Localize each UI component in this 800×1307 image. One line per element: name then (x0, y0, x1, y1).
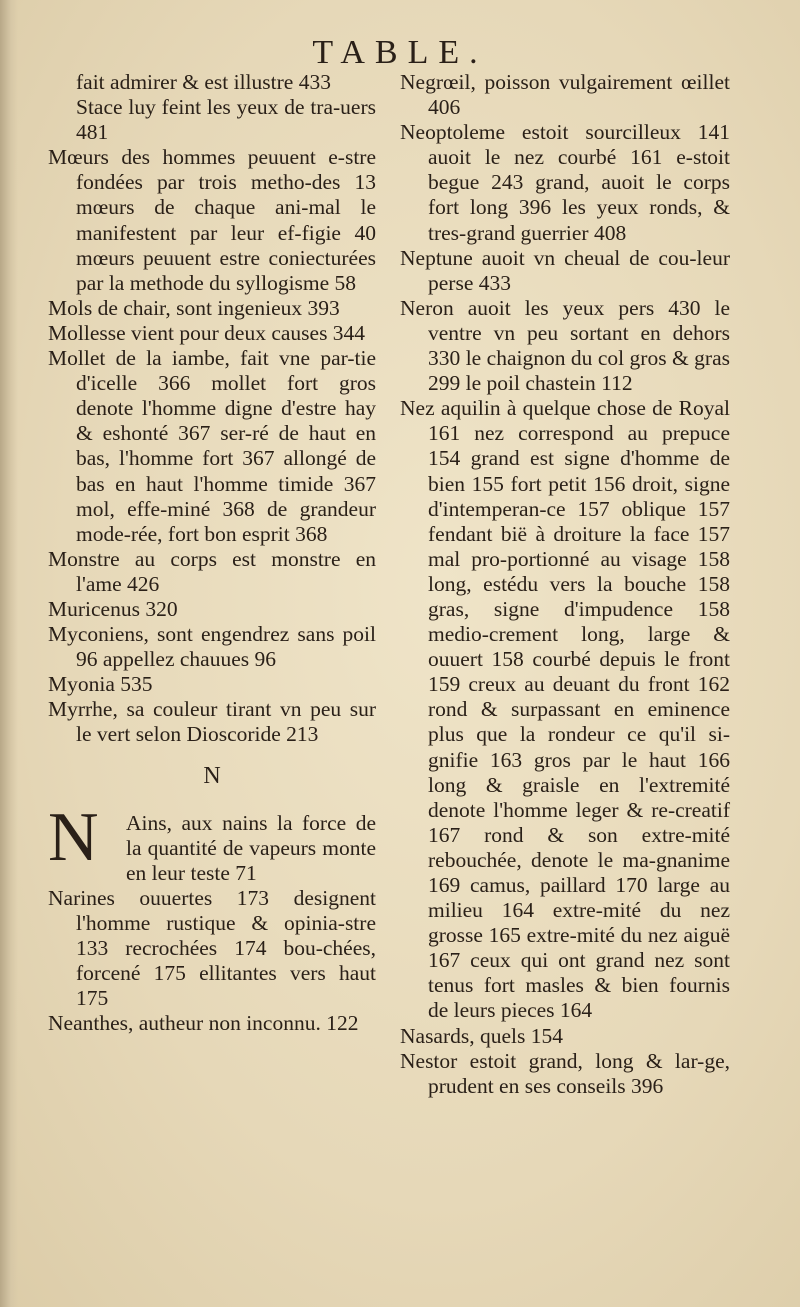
index-entry: Neptune auoit vn cheual de cou-leur perse 433 (400, 245, 730, 295)
dropcap-entry (48, 798, 376, 886)
index-entry: Myconiens, sont engendrez sans poil 96 appellez chauues 96 (48, 622, 376, 672)
index-entry: Myrrhe, sa couleur tirant vn peu sur le vert selon Dioscoride 213 (48, 697, 376, 747)
index-entry: Mols de chair, sont ingenieux 393 (48, 295, 340, 320)
index-entry: Mollet de la iambe, fait vne par-tie d'icelle 366 mollet fort gros denote l'homme digne d'estre hay & eshonté 367 ser-ré de haut en bas, l'homme fort 367 allongé de bas en haut l'homme timide 367 mol, effe-miné 368 de grandeur mode-rée, fort bon esprit 368 (48, 346, 376, 546)
index-entry: Monstre au corps est monstre en l'ame 426 (48, 546, 376, 596)
index-entry: Nestor estoit grand, long & lar-ge, prudent en ses conseils 396 (400, 1048, 730, 1098)
left-column (48, 70, 376, 1036)
index-entry: Narines ouuertes 173 designent l'homme rustique & opinia-stre 133 recrochées 174 bou-chées, forcené 175 ellitantes vers haut 175 (48, 885, 376, 1011)
section-letter: N (203, 762, 221, 789)
binding-gutter (0, 0, 18, 1307)
page-header: TABLE. (312, 34, 488, 71)
index-entry: Mollesse vient pour deux causes 344 (48, 320, 366, 345)
dropcap-entry-text: Ains, aux nains la force de la quantité de vapeurs monte en leur teste 71 (126, 810, 376, 885)
drop-cap: N (48, 798, 99, 876)
index-entry: Neanthes, autheur non inconnu. 122 (48, 1011, 359, 1036)
right-column (400, 70, 730, 1099)
index-entry: Neoptoleme estoit sourcilleux 141 auoit le nez courbé 161 e-stoit begue 243 grand, auoit le corps fort long 396 les yeux ronds, & tres-grand guerrier 408 (400, 120, 730, 245)
index-entry: fait admirer & est illustre 433 (76, 70, 331, 94)
index-entry: Stace luy feint les yeux de tra-uers 481 (76, 95, 376, 145)
index-entry: Nez aquilin à quelque chose de Royal 161 nez correspond au prepuce 154 grand est signe d'homme de bien 155 fort petit 156 droit, signe d'intemperan-ce 157 oblique 157 fendant bië à droiture la face 157 mal pro-portionné au visage 158 long, estédu vers la bouche 158 gras, signe d'impudence 158 medio-crement long, large & ouuert 158 courbé depuis le front 159 creux au deuant du front 162 rond & surpassant en eminence plus que la rondeur ce qu'il si-gnifie 163 gros par le haut 166 long & graisle en l'extremité denote l'homme leger & re-creatif 167 rond & son extre-mité rebouchée, denote le ma-gnanime 169 camus, paillard 170 large au milieu 164 extre-mité du nez grosse 165 extre-mité du nez aiguë 167 ceux qui ont grand nez sont tenus fort masles & bien fournis de leurs pieces 164 (400, 396, 730, 1023)
index-entry: Muricenus 320 (48, 596, 178, 621)
index-entry: Mœurs des hommes peuuent e-stre fondées par trois metho-des 13 mœurs de chaque ani-mal le manifestent par leur ef-figie 40 mœurs peuuent estre coniecturées par la methode du syllogisme 58 (48, 145, 376, 295)
index-entry: Myonia 535 (48, 672, 153, 697)
index-entry: Negrœil, poisson vulgairement œillet 406 (400, 70, 730, 120)
index-entry: Nasards, quels 154 (400, 1023, 564, 1048)
index-entry: Neron auoit les yeux pers 430 le ventre vn peu sortant en dehors 330 le chaignon du col gros & gras 299 le poil chastein 112 (400, 295, 730, 396)
